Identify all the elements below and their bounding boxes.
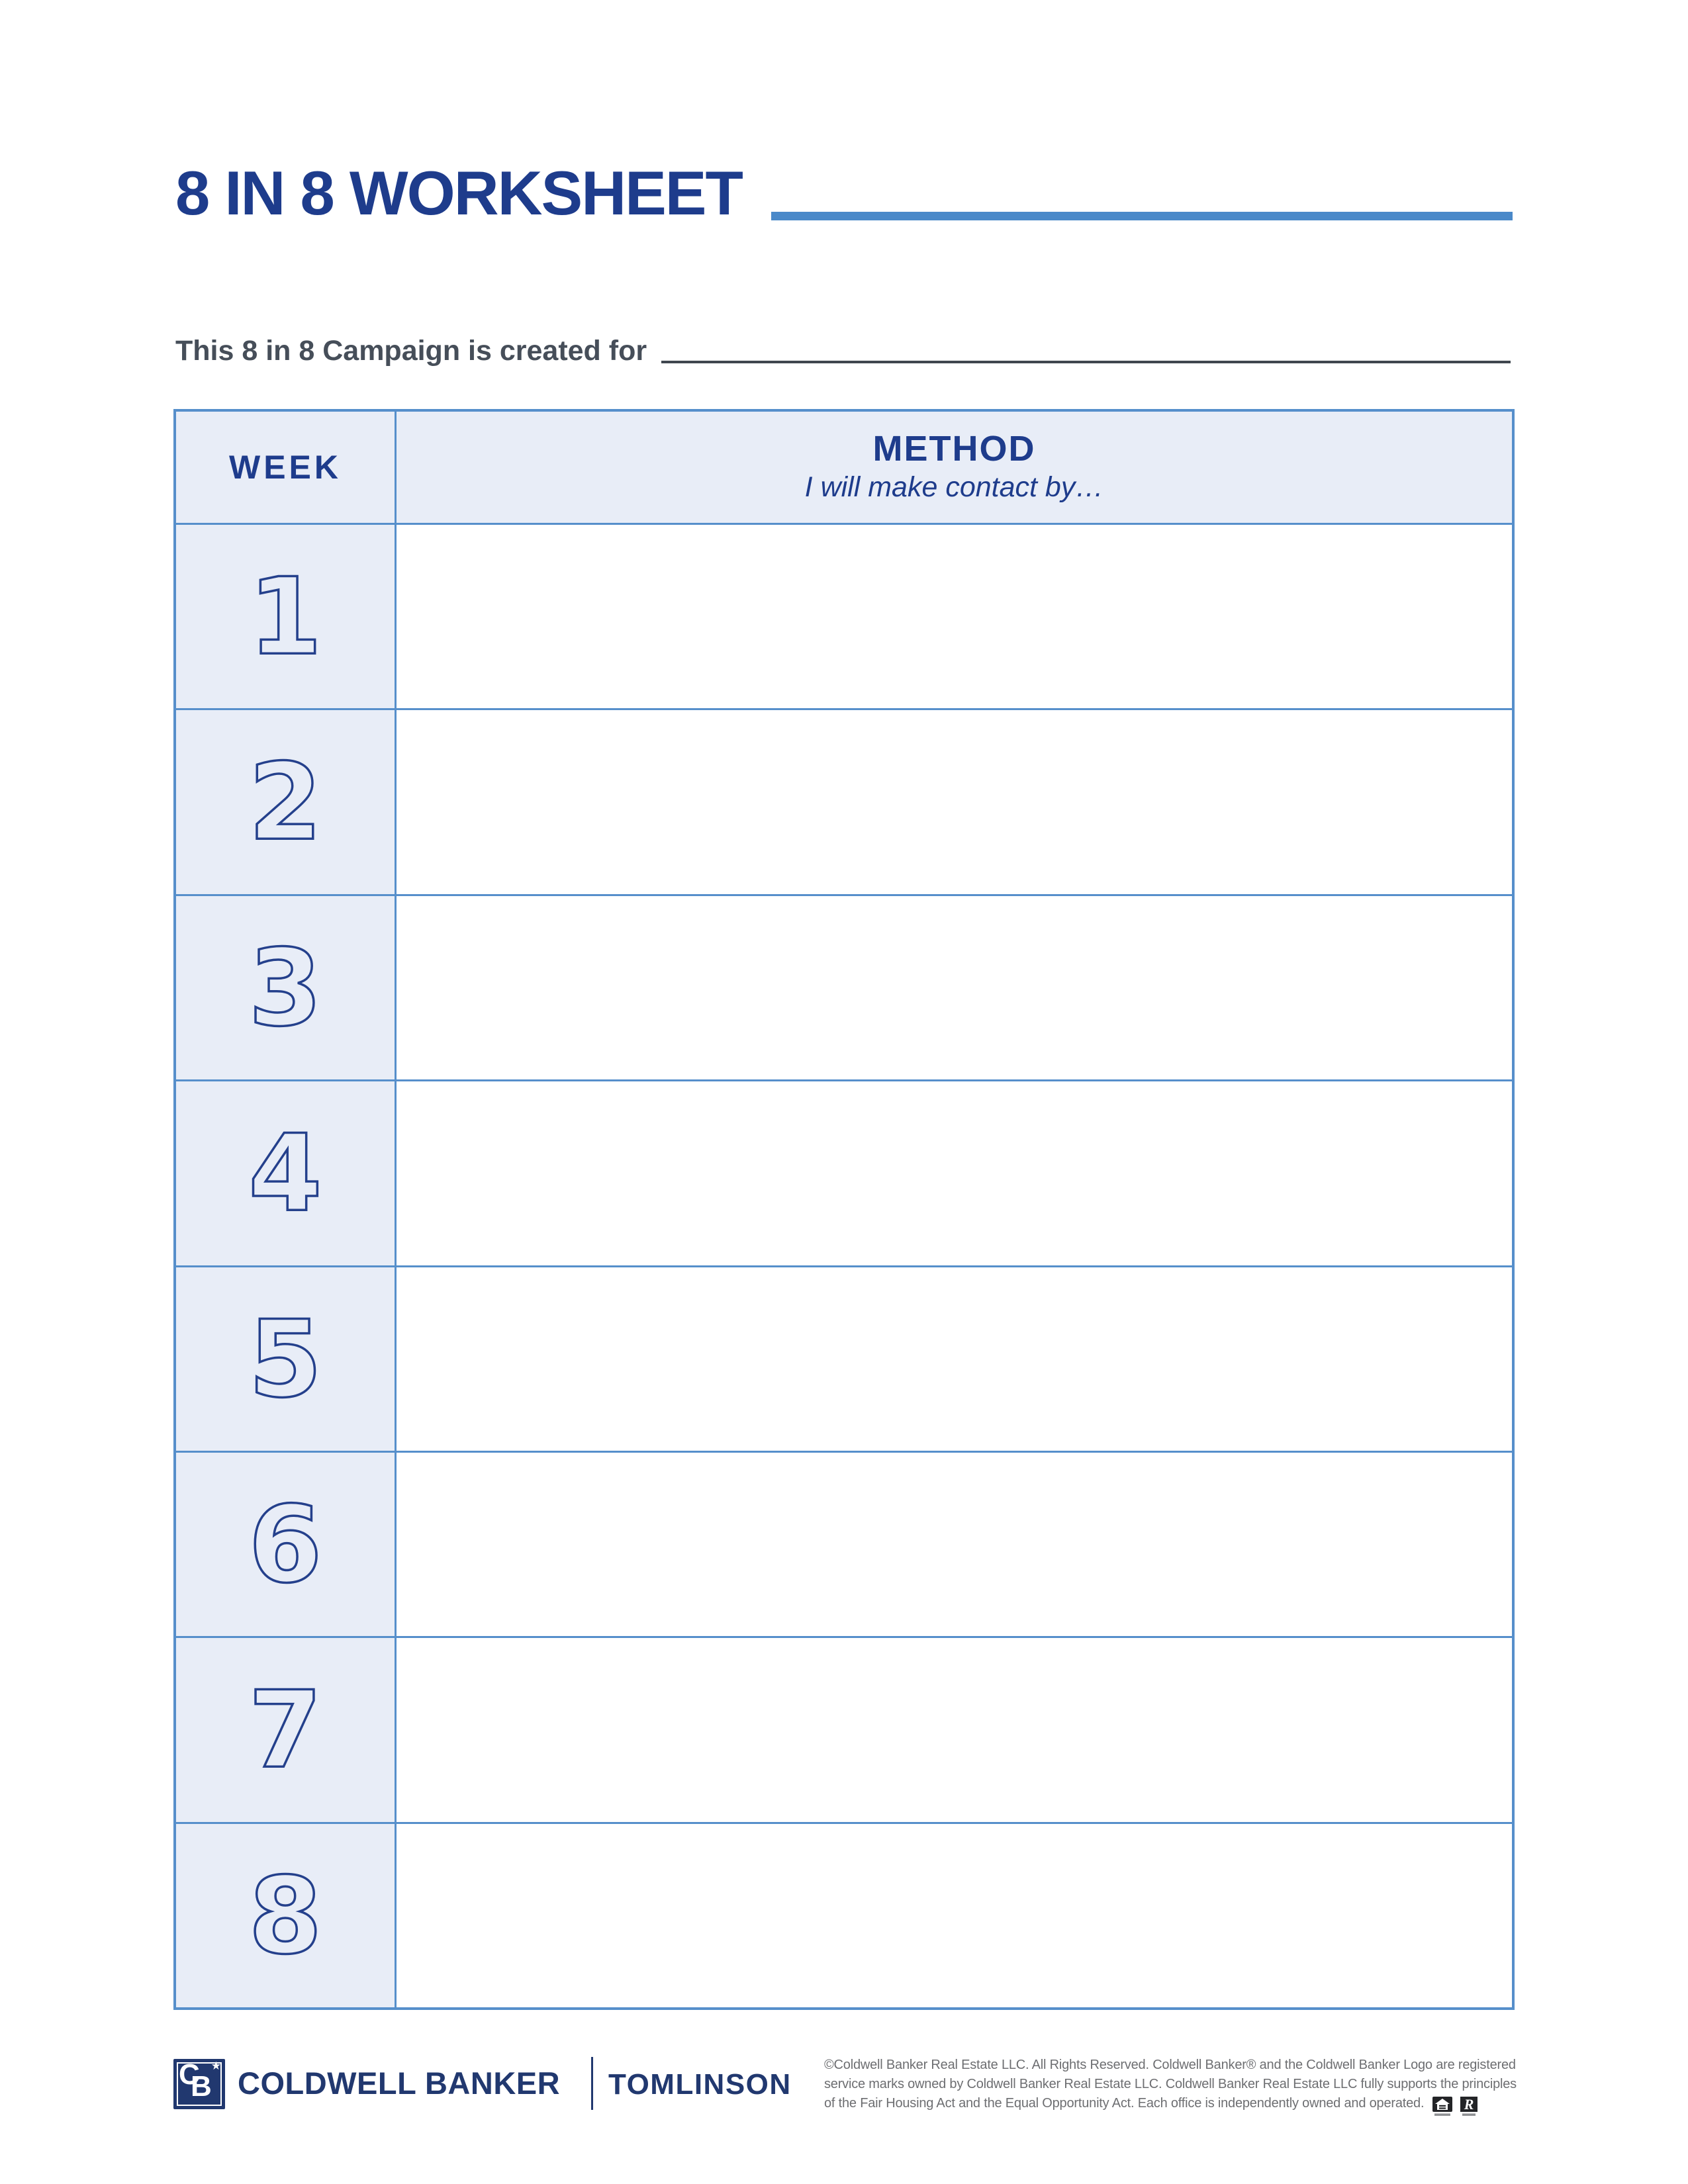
office-name: TOMLINSON <box>608 2068 792 2101</box>
week-4-cell <box>176 1081 395 1265</box>
svg-text:5: 5 <box>248 1297 322 1421</box>
method-header-label: METHOD <box>872 429 1036 469</box>
svg-text:7: 7 <box>248 1668 322 1792</box>
week-column-header <box>176 412 395 523</box>
method-1-cell[interactable] <box>397 525 1512 708</box>
week-1-cell <box>176 525 395 708</box>
week-3-outline-number <box>176 896 395 1079</box>
week-8-cell <box>176 1824 395 2007</box>
method-header-subtitle: I will make contact by… <box>804 471 1104 503</box>
week-2-cell <box>176 710 395 893</box>
copyright-line-2: service marks owned by Coldwell Banker Real Estate LLC. Coldwell Banker Real Estate LLC fully supports the principles <box>824 2077 1517 2091</box>
page-title: 8 IN 8 WORKSHEET <box>175 158 742 228</box>
week-2-outline-number <box>176 710 395 893</box>
cb-monogram-b: B <box>191 2070 212 2103</box>
week-5-outline-number <box>176 1267 395 1451</box>
method-7-cell[interactable] <box>397 1638 1512 1821</box>
worksheet-table <box>173 409 1515 2010</box>
svg-text:3: 3 <box>248 925 322 1050</box>
svg-text:2: 2 <box>248 740 322 864</box>
copyright-line-3-text: of the Fair Housing Act and the Equal Opportunity Act. Each office is independently owned and operated. <box>824 2096 1425 2111</box>
week-1-outline-number <box>176 525 395 708</box>
brand-divider <box>591 2057 593 2110</box>
svg-text:R: R <box>1464 2097 1474 2113</box>
week-4-outline-number <box>176 1081 395 1265</box>
svg-text:4: 4 <box>248 1111 322 1236</box>
realtor-icon <box>1460 2097 1478 2116</box>
week-7-cell <box>176 1638 395 1821</box>
week-6-outline-number <box>176 1453 395 1636</box>
svg-text:1: 1 <box>248 555 322 679</box>
method-3-cell[interactable] <box>397 896 1512 1079</box>
week-3-cell <box>176 896 395 1079</box>
week-5-cell <box>176 1267 395 1451</box>
campaign-fill-line[interactable] <box>661 361 1511 363</box>
svg-text:6: 6 <box>248 1482 322 1607</box>
copyright-line-1: ©Coldwell Banker Real Estate LLC. All Rights Reserved. Coldwell Banker® and the Coldwell Banker Logo are registered <box>824 2058 1516 2072</box>
method-2-cell[interactable] <box>397 710 1512 893</box>
week-7-outline-number <box>176 1638 395 1821</box>
copyright-block <box>824 2056 1546 2114</box>
week-8-outline-number <box>176 1824 395 2007</box>
coldwell-banker-logo <box>173 2059 225 2109</box>
method-5-cell[interactable] <box>397 1267 1512 1451</box>
footer-legal-icons <box>1432 2097 1478 2116</box>
method-4-cell[interactable] <box>397 1081 1512 1265</box>
copyright-line-3 <box>824 2094 1546 2114</box>
campaign-row <box>175 334 1511 367</box>
week-6-cell <box>176 1453 395 1636</box>
cb-star-icon: ★ <box>211 2060 221 2072</box>
campaign-label: This 8 in 8 Campaign is created for <box>175 335 647 367</box>
brand-name: COLDWELL BANKER <box>238 2066 561 2101</box>
week-header-label: WEEK <box>229 449 342 486</box>
method-6-cell[interactable] <box>397 1453 1512 1636</box>
title-rule <box>771 212 1513 220</box>
method-8-cell[interactable] <box>397 1824 1512 2007</box>
svg-text:8: 8 <box>248 1853 322 1978</box>
cb-monogram-c: C <box>179 2058 200 2091</box>
equal-housing-icon <box>1432 2097 1453 2116</box>
method-column-header <box>397 412 1512 523</box>
